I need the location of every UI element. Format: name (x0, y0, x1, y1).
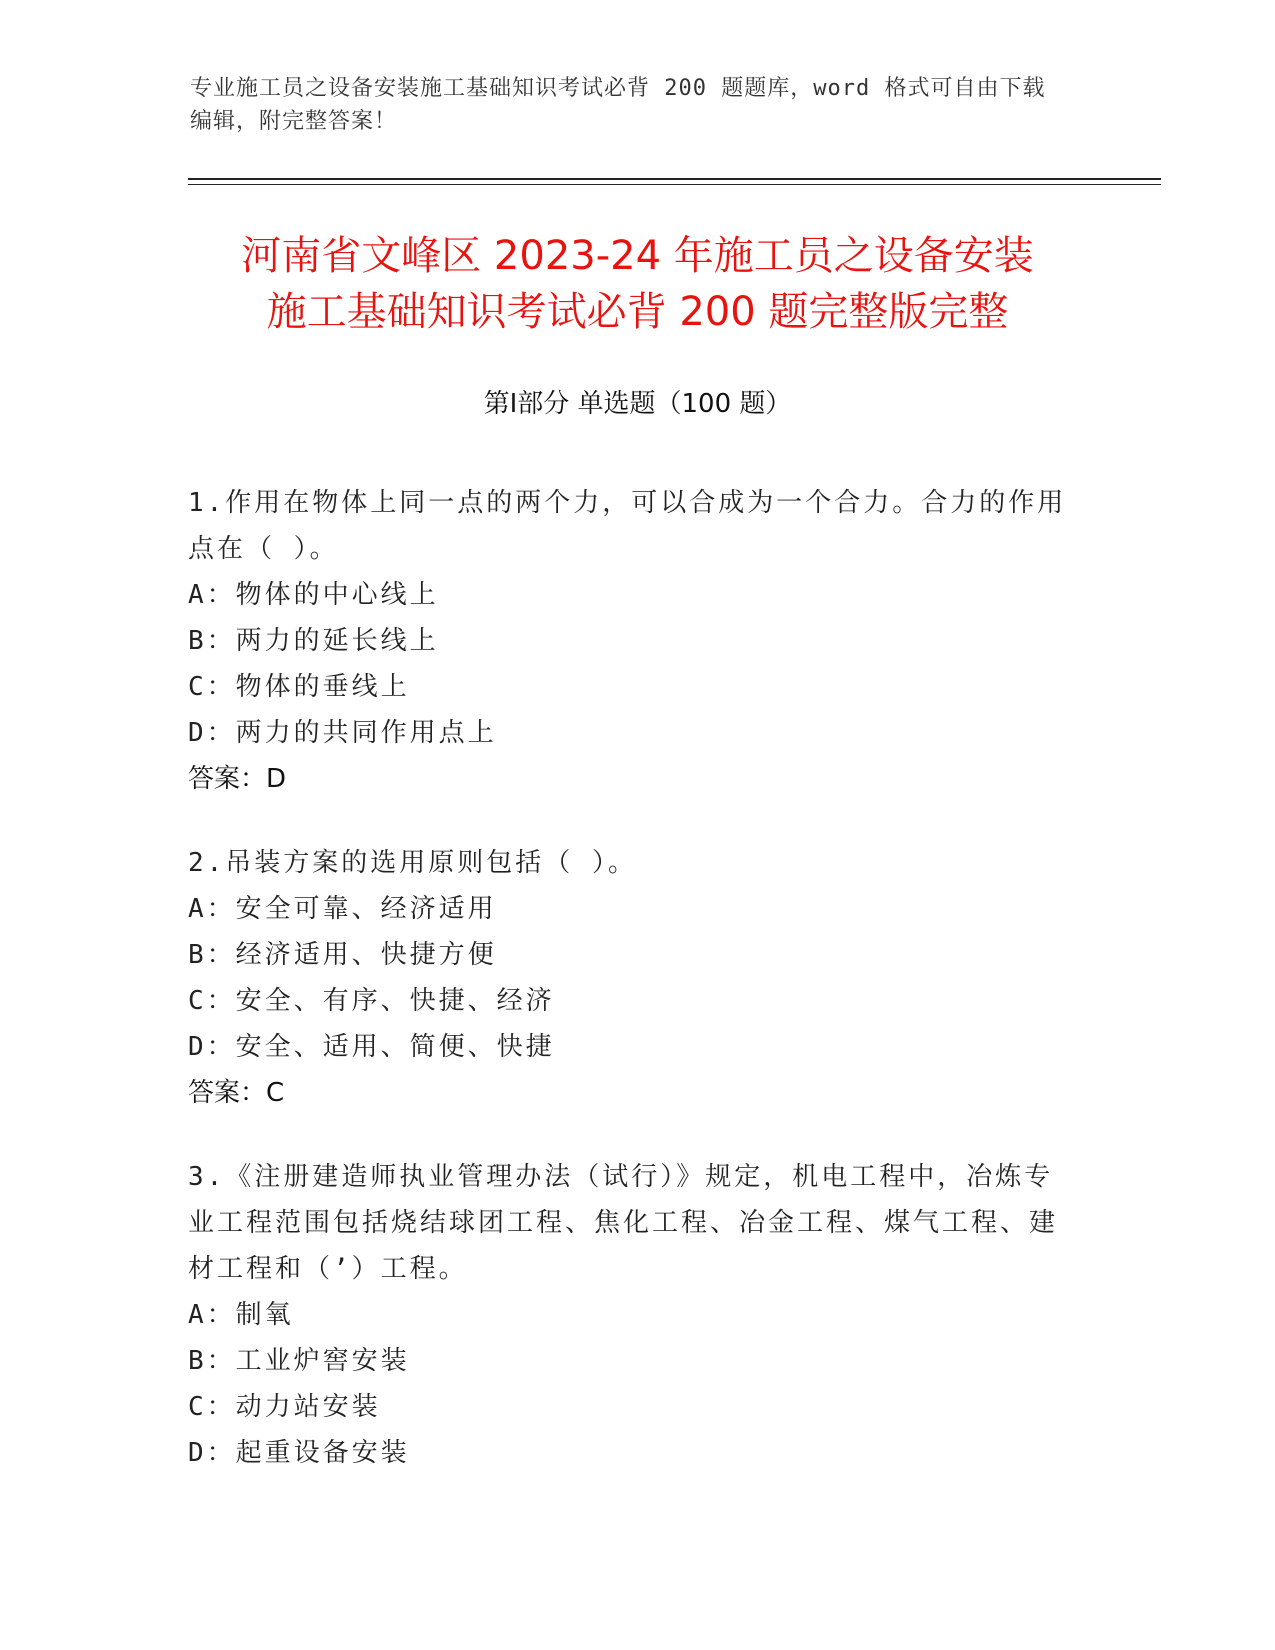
document-title (140, 228, 1135, 340)
question-stem: 1.作用在物体上同一点的两个力，可以合成为一个合力。合力的作用点在（ ）。 (188, 488, 1067, 564)
option-b: B：经济适用、快捷方便 (188, 940, 497, 970)
option-c: C：安全、有序、快捷、经济 (188, 986, 555, 1016)
document-title-line1: 河南省文峰区 2023-24 年施工员之设备安装 (241, 233, 1034, 279)
option-c: C：物体的垂线上 (188, 672, 410, 702)
header-divider-thick (188, 178, 1161, 180)
option-d: D：起重设备安装 (188, 1438, 410, 1468)
option-a: A：制氧 (188, 1300, 294, 1330)
header-note (190, 72, 1090, 138)
question-3 (188, 1154, 1068, 1476)
option-a: A：安全可靠、经济适用 (188, 894, 497, 924)
option-b: B：两力的延长线上 (188, 626, 439, 656)
question-1 (188, 480, 1068, 802)
section-heading: 第Ⅰ部分 单选题（100 题） (483, 389, 792, 419)
header-note-line1: 专业施工员之设备安装施工基础知识考试必背 200 题题库，word 格式可自由下载 (190, 76, 1046, 101)
option-b: B：工业炉窖安装 (188, 1346, 410, 1376)
header-note-line2: 编辑，附完整答案！ (190, 109, 398, 134)
answer: 答案：D (188, 764, 287, 794)
answer: 答案：C (188, 1078, 285, 1108)
document-title-line2: 施工基础知识考试必背 200 题完整版完整 (266, 289, 1009, 335)
option-a: A：物体的中心线上 (188, 580, 439, 610)
option-d: D：安全、适用、简便、快捷 (188, 1032, 555, 1062)
option-c: C：动力站安装 (188, 1392, 381, 1422)
question-stem: 3.《注册建造师执业管理办法（试行）》规定，机电工程中，冶炼专业工程范围包括烧结球团工程、焦化工程、冶金工程、煤气工程、建材工程和（’）工程。 (188, 1162, 1059, 1284)
question-2 (188, 840, 1068, 1116)
question-stem: 2.吊装方案的选用原则包括（ ）。 (188, 848, 637, 878)
option-d: D：两力的共同作用点上 (188, 718, 497, 748)
header-divider-thin (188, 184, 1161, 185)
question-list (188, 480, 1068, 1514)
